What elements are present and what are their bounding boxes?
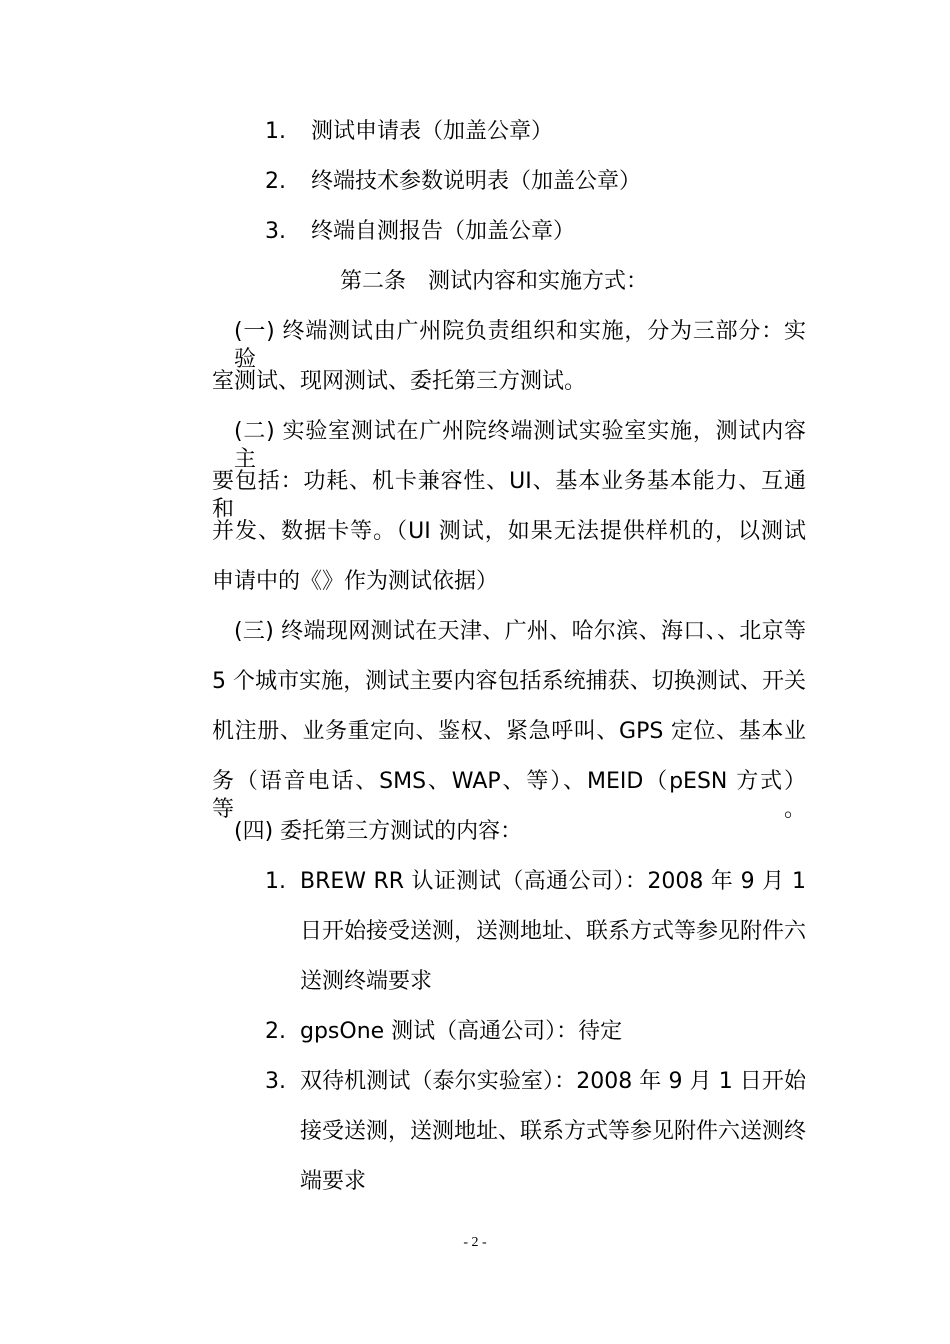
list-item-line: 双待机测试（泰尔实验室）：2008 年 9 月 1 日开始	[300, 1069, 806, 1094]
paragraph-line: 并发、数据卡等。（UI 测试，如果无法提供样机的，以测试	[212, 519, 806, 544]
article-heading: 第二条 测试内容和实施方式：	[340, 269, 649, 294]
paragraph-line: 申请中的《》作为测试依据）	[212, 569, 499, 594]
list-item-number: 3.	[265, 219, 286, 244]
list-item-line: BREW RR 认证测试（高通公司）：2008 年 9 月 1	[300, 869, 806, 894]
list-item-line: gpsOne 测试（高通公司）：待定	[300, 1019, 623, 1044]
list-item-number: 1.	[265, 869, 286, 894]
page-number: - 2 -	[463, 1235, 487, 1250]
paragraph-line: 要包括：功耗、机卡兼容性、UI、基本业务基本能力、互通和	[212, 469, 806, 522]
paragraph-line: (三) 终端现网测试在天津、广州、哈尔滨、海口、、北京等	[234, 619, 806, 644]
list-item: 终端自测报告（加盖公章）	[311, 219, 576, 244]
list-item-number: 3.	[265, 1069, 286, 1094]
list-item-number: 2.	[265, 169, 286, 194]
list-item-line: 送测终端要求	[300, 969, 433, 994]
list-item-number: 1.	[265, 119, 286, 144]
paragraph-line: 5 个城市实施，测试主要内容包括系统捕获、切换测试、开关	[212, 669, 806, 694]
list-item-line: 日开始接受送测，送测地址、联系方式等参见附件六	[300, 919, 807, 944]
list-item-number: 2.	[265, 1019, 286, 1044]
list-item: 测试申请表（加盖公章）	[311, 119, 554, 144]
paragraph-line: 务（语音电话、SMS、WAP、等）、MEID（pESN 方式）等。	[212, 769, 806, 822]
list-item-line: 接受送测，送测地址、联系方式等参见附件六送测终	[300, 1119, 807, 1144]
list-item: 终端技术参数说明表（加盖公章）	[311, 169, 642, 194]
paragraph-line: (一) 终端测试由广州院负责组织和实施，分为三部分：实验	[234, 319, 806, 372]
paragraph-line: 机注册、业务重定向、鉴权、紧急呼叫、GPS 定位、基本业	[212, 719, 806, 744]
list-item-line: 端要求	[300, 1169, 367, 1194]
paragraph-line: 室测试、现网测试、委托第三方测试。	[212, 369, 587, 394]
paragraph-line: (二) 实验室测试在广州院终端测试实验室实施，测试内容主	[234, 419, 806, 472]
section-heading: (四) 委托第三方测试的内容：	[234, 819, 523, 844]
